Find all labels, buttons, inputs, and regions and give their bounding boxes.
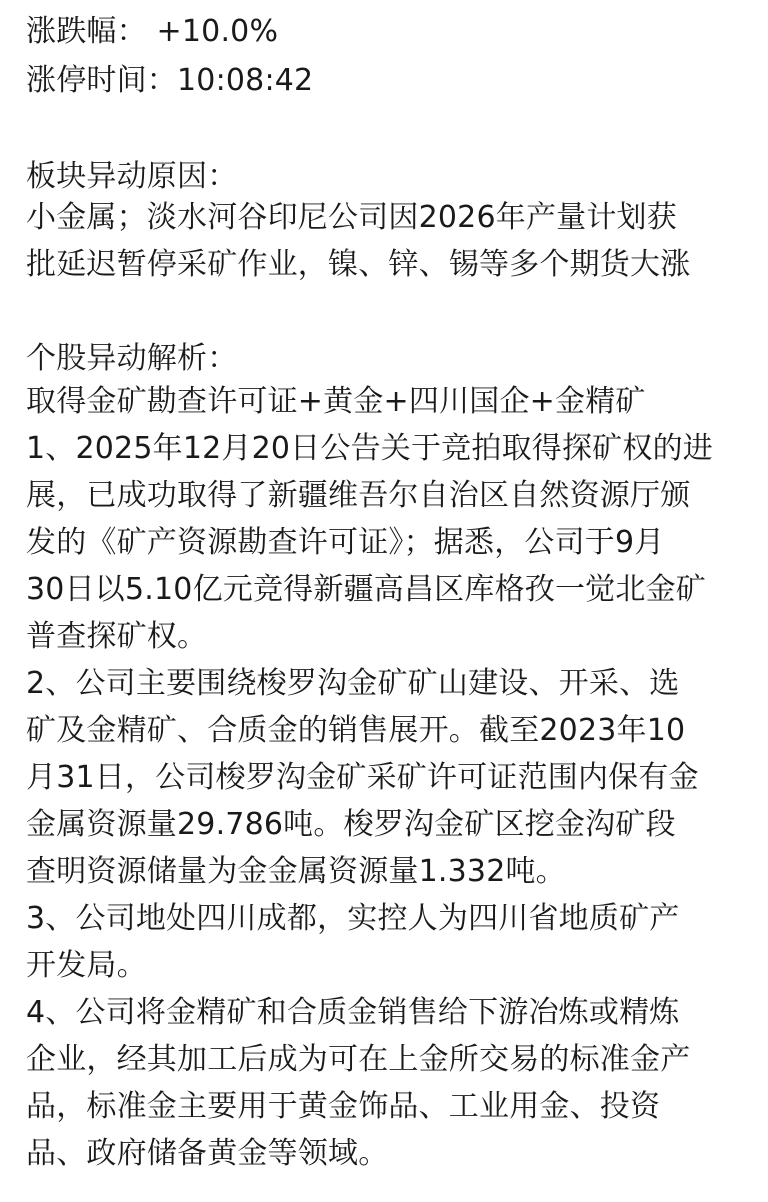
stock-analysis-title: 个股异动解析：	[26, 341, 238, 376]
point-3-line: 开发局。	[26, 948, 147, 983]
point-1-line: 30日以5.10亿元竞得新疆高昌区库格孜一觉北金矿	[26, 572, 706, 607]
limit-up-time-line: 涨停时间：10:08:42	[26, 63, 314, 98]
point-1-line: 1、2025年12月20日公告关于竞拍取得探矿权的进	[26, 431, 713, 466]
point-4-line: 4、公司将金精矿和合质金销售给下游冶炼或精炼	[26, 995, 680, 1030]
point-3-line: 3、公司地处四川成都，实控人为四川省地质矿产	[26, 901, 680, 936]
point-2-line: 矿及金精矿、合质金的销售展开。截至2023年10	[26, 713, 686, 748]
change-percent-line: 涨跌幅： +10.0%	[26, 14, 279, 49]
point-4-line: 品，标准金主要用于黄金饰品、工业用金、投资	[26, 1089, 661, 1124]
point-2-line: 月31日，公司梭罗沟金矿采矿许可证范围内保有金	[26, 760, 699, 795]
point-1-line: 普查探矿权。	[26, 619, 208, 654]
sector-reason-title: 板块异动原因：	[26, 159, 238, 194]
point-1-line: 发的《矿产资源勘查许可证》；据悉，公司于9月	[26, 525, 665, 560]
sector-reason-line: 批延迟暂停采矿作业，镍、锌、锡等多个期货大涨	[26, 247, 691, 282]
point-4-line: 企业，经其加工后成为可在上金所交易的标准金产	[26, 1042, 691, 1077]
point-4-line: 品、政府储备黄金等领域。	[26, 1136, 389, 1171]
sector-reason-line: 小金属；淡水河谷印尼公司因2026年产量计划获	[26, 200, 677, 235]
point-2-line: 金属资源量29.786吨。梭罗沟金矿区挖金沟矿段	[26, 807, 676, 842]
point-1-line: 展，已成功取得了新疆维吾尔自治区自然资源厅颁	[26, 478, 691, 513]
stock-tagline: 取得金矿勘查许可证+黄金+四川国企+金精矿	[26, 384, 646, 419]
point-2-line: 2、公司主要围绕梭罗沟金矿矿山建设、开采、选	[26, 666, 680, 701]
point-2-line: 查明资源储量为金金属资源量1.332吨。	[26, 854, 566, 889]
